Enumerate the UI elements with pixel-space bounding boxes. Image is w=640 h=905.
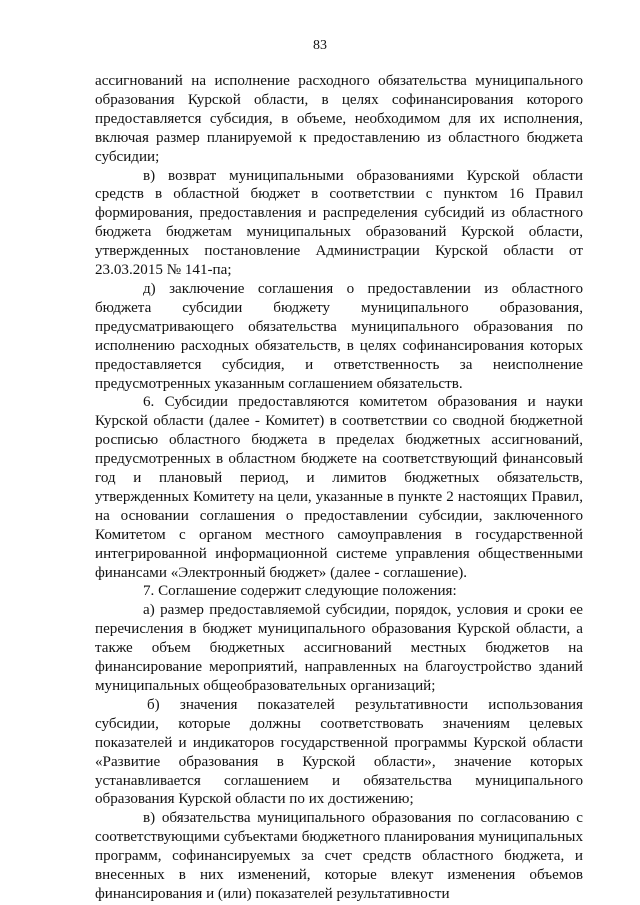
paragraph-continuation: ассигнований на исполнение расходного обязательства муниципального образования Курской области, в целях софинансирования которого предоставляется субсидия, в объеме, необходимом для их исполнения, включая размер планируемой к предоставлению из областного бюджета субсидии; xyxy=(95,73,583,165)
paragraph-item-d: д) заключение соглашения о предоставлении из областного бюджета субсидии бюджету муниципального образования, предусматривающего обязательства муниципального образования по исполнению расходных обязательств, в целях софинансирования которых предоставляется субсидия, и ответственность за неисполнение предусмотренных указанным соглашением обязательств. xyxy=(95,280,583,392)
page-number: 83 xyxy=(313,38,327,53)
paragraph-item-v: в) возврат муниципальными образованиями Курской области средств в областной бюджет в соответствии с пунктом 16 Правил формирования, предоставления и распределения субсидий из областного бюджета бюджетам муниципальных образований Курской области, утвержденных постановление Администрации Курской области от 23.03.2015 № 141-па; xyxy=(95,167,583,279)
document-body xyxy=(95,72,583,904)
paragraph-item-v2: в) обязательства муниципального образования по согласованию с соответствующими субъектами бюджетного планирования муниципальных программ, софинансируемых за счет средств областного бюджета, и внесенных в них изменений, которые влекут изменения объемов финансирования и (или) показателей результативности xyxy=(95,810,583,902)
paragraph-item-a: а) размер предоставляемой субсидии, порядок, условия и сроки ее перечисления в бюджет муниципального образования Курской области, а также объем бюджетных ассигнований местных бюджетов на финансирование мероприятий, направленных на благоустройство зданий муниципальных общеобразовательных организаций; xyxy=(95,602,583,694)
paragraph-clause-7: 7. Соглашение содержит следующие положения: xyxy=(143,583,457,600)
paragraph-clause-6: 6. Субсидии предоставляются комитетом образования и науки Курской области (далее - Комитет) в соответствии со сводной бюджетной росписью областного бюджета в пределах бюджетных ассигнований, предусмотренных в областном бюджете на соответствующий финансовый год и плановый период, и лимитов бюджетных обязательств, утвержденных Комитету на цели, указанные в пункте 2 настоящих Правил, на основании соглашения о предоставлении субсидии, заключенного Комитетом с органом местного самоуправления в государственной интегрированной информационной системе управления общественными финансами «Электронный бюджет» (далее - соглашение). xyxy=(95,394,583,581)
paragraph-item-b: б) значения показателей результативности использования субсидии, которые должны соответствовать значениям целевых показателей и индикаторов государственной программы Курской области «Развитие образования в Курской области», значение которых устанавливается соглашением и обязательства муниципального образования Курской области по их достижению; xyxy=(95,696,583,808)
